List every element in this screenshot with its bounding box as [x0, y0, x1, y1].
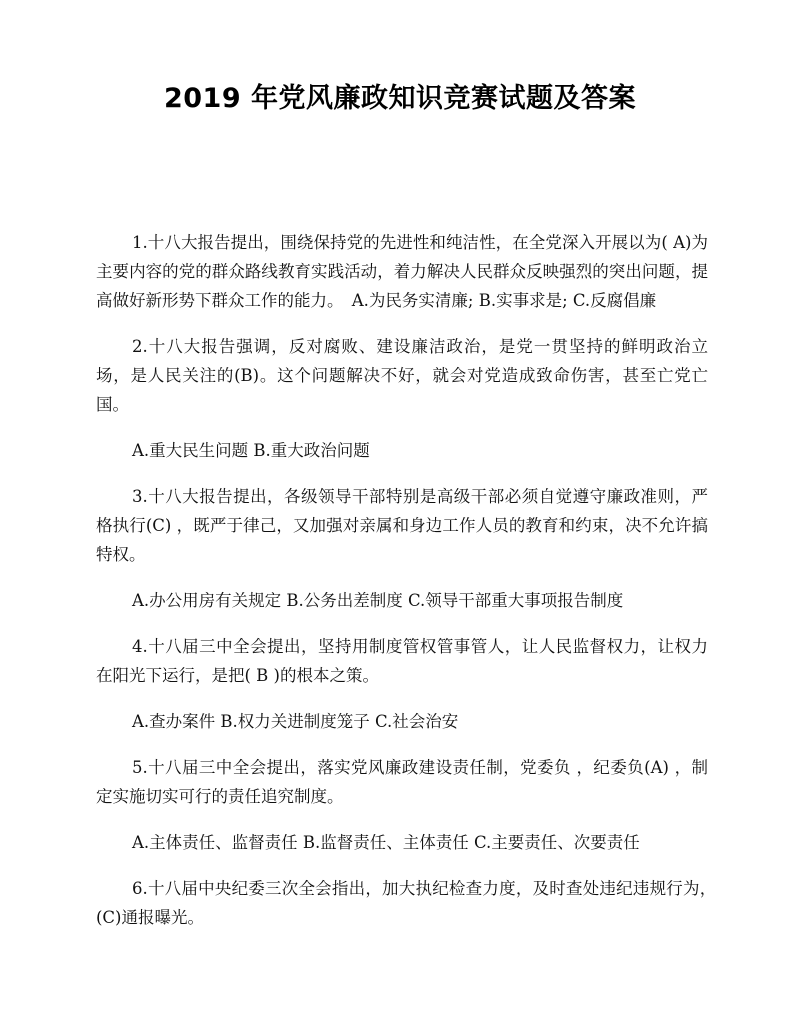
- document-body: [96, 228, 725, 949]
- question-5-options: A.主体责任、监督责任 B.监督责任、主体责任 C.主要责任、次要责任: [132, 833, 640, 852]
- question-2-options: A.重大民生问题 B.重大政治问题: [132, 441, 370, 460]
- question-6: 6.十八届中央纪委三次全会指出，加大执纪检查力度，及时查处违纪违规行为， (C)通报曝光。: [96, 879, 725, 927]
- question-1: 1.十八大报告提出，围绕保持党的先进性和纯洁性，在全党深入开展以为( A)为主要内容的党的群众路线教育实践活动，着力解决人民群众反映强烈的突出问题，提高做好新形势下群众工作的能力。 A.为民务实清廉; B.实事求是; C.反腐倡廉: [96, 233, 708, 310]
- question-5: 5.十八届三中全会提出，落实党风廉政建设责任制，党委负 ，纪委负(A) ，制定实施切实可行的责任追究制度。: [96, 758, 708, 806]
- question-3: 3.十八大报告提出，各级领导干部特别是高级干部必须自觉遵守廉政准则，严格执行(C) ，既严于律己，又加强对亲属和身边工作人员的教育和约束，决不允许搞特权。: [96, 487, 708, 564]
- question-4: 4.十八届三中全会提出，坚持用制度管权管事管人，让人民监督权力，让权力在阳光下运行，是把( B )的根本之策。: [96, 637, 708, 685]
- question-3-options: A.办公用房有关规定 B.公务出差制度 C.领导干部重大事项报告制度: [132, 591, 624, 610]
- question-4-options: A.查办案件 B.权力关进制度笼子 C.社会治安: [132, 712, 459, 731]
- question-2: 2.十八大报告强调，反对腐败、建设廉洁政治，是党一贯坚持的鲜明政治立场，是人民关注的(B)。这个问题解决不好，就会对党造成致命伤害，甚至亡党亡国。: [96, 337, 708, 414]
- page-title: 2019 年党风廉政知识竞赛试题及答案: [163, 83, 637, 114]
